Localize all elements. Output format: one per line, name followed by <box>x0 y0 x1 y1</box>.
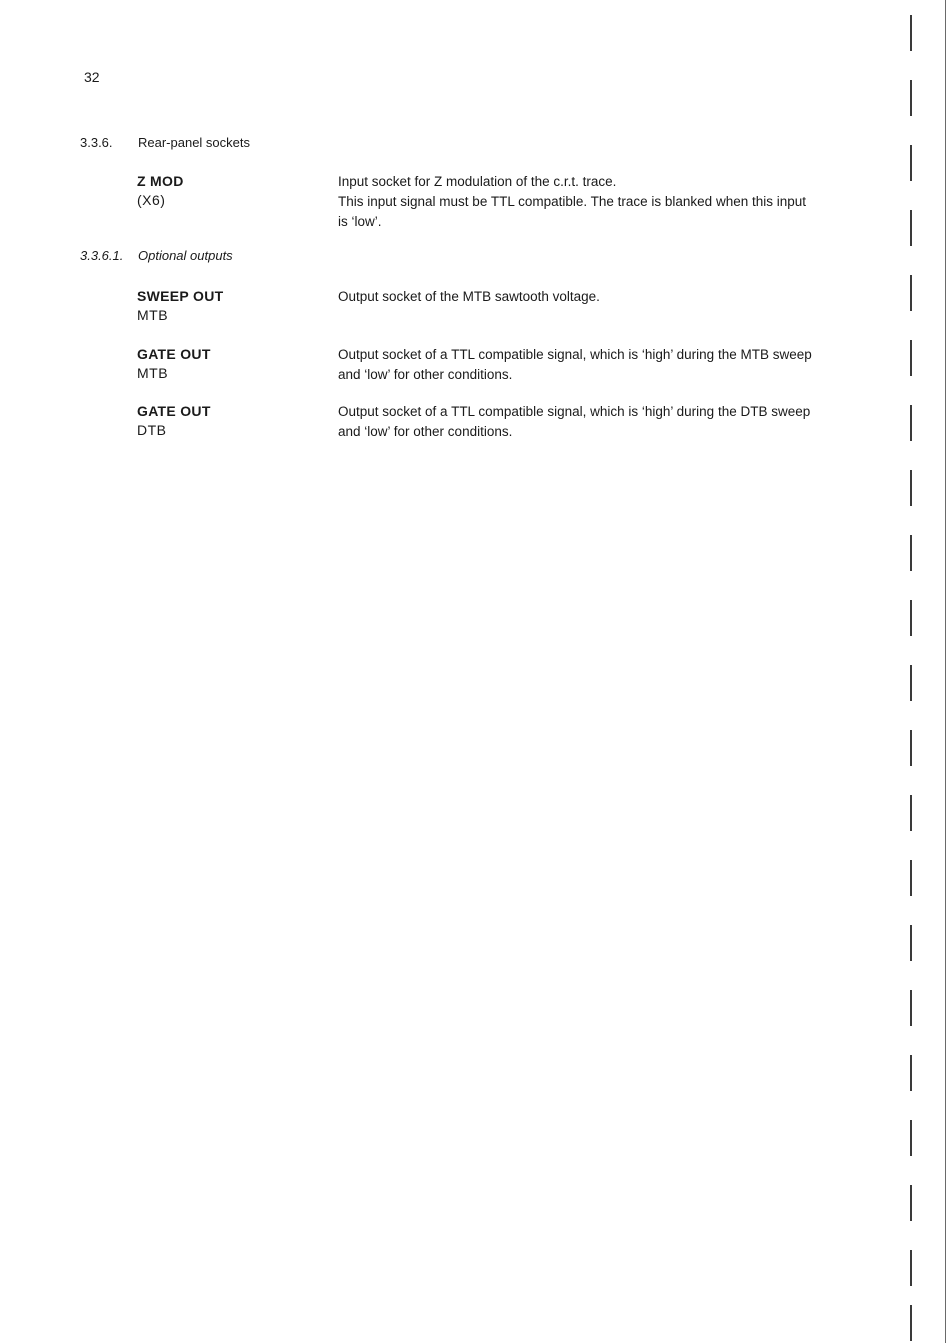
section-heading <box>80 135 250 150</box>
description-line: Output socket of the MTB sawtooth voltage. <box>338 289 600 304</box>
entry-description <box>338 345 818 385</box>
binder-hole <box>910 15 912 51</box>
term-sub: (X6) <box>137 192 166 208</box>
description-line: This input signal must be TTL compatible. The trace is blanked when this input is ‘low’. <box>338 194 806 229</box>
binder-hole <box>910 210 912 246</box>
binder-hole <box>910 535 912 571</box>
description-line: Output socket of a TTL compatible signal, which is ‘high’ during the MTB sweep and ‘low’ for other conditions. <box>338 347 812 382</box>
binder-hole <box>910 1305 912 1341</box>
section-number: 3.3.6. <box>80 135 113 150</box>
binder-hole <box>910 665 912 701</box>
binder-hole <box>910 795 912 831</box>
subsection-heading <box>80 248 233 263</box>
binder-hole <box>910 860 912 896</box>
entry-term <box>137 172 327 210</box>
term-name: Z MOD <box>137 173 184 189</box>
description-line: Output socket of a TTL compatible signal, which is ‘high’ during the DTB sweep and ‘low’ for other conditions. <box>338 404 811 439</box>
description-line: Input socket for Z modulation of the c.r.t. trace. <box>338 174 617 189</box>
binder-hole <box>910 1055 912 1091</box>
entry-term <box>137 287 327 325</box>
binder-hole <box>910 1185 912 1221</box>
binder-hole <box>910 405 912 441</box>
subsection-number: 3.3.6.1. <box>80 248 124 263</box>
section-title: Rear-panel sockets <box>138 135 250 150</box>
entry-description <box>338 402 818 442</box>
entry-description <box>338 172 818 232</box>
binder-hole <box>910 470 912 506</box>
term-sub: MTB <box>137 365 169 381</box>
binder-hole <box>910 340 912 376</box>
term-sub: DTB <box>137 422 167 438</box>
binder-hole <box>910 145 912 181</box>
binder-hole <box>910 80 912 116</box>
binder-hole <box>910 1120 912 1156</box>
page-number: 32 <box>84 69 100 85</box>
entry-description <box>338 287 818 307</box>
subsection-title: Optional outputs <box>138 248 233 263</box>
binder-hole <box>910 730 912 766</box>
binder-hole <box>910 600 912 636</box>
entry-term <box>137 402 327 440</box>
entry-term <box>137 345 327 383</box>
term-name: GATE OUT <box>137 346 211 362</box>
term-name: GATE OUT <box>137 403 211 419</box>
term-sub: MTB <box>137 307 169 323</box>
term-name: SWEEP OUT <box>137 288 224 304</box>
binder-hole <box>910 275 912 311</box>
binder-edge-line <box>945 0 946 1343</box>
binder-edge <box>900 0 950 1343</box>
binder-hole <box>910 925 912 961</box>
binder-hole <box>910 1250 912 1286</box>
binder-hole <box>910 990 912 1026</box>
